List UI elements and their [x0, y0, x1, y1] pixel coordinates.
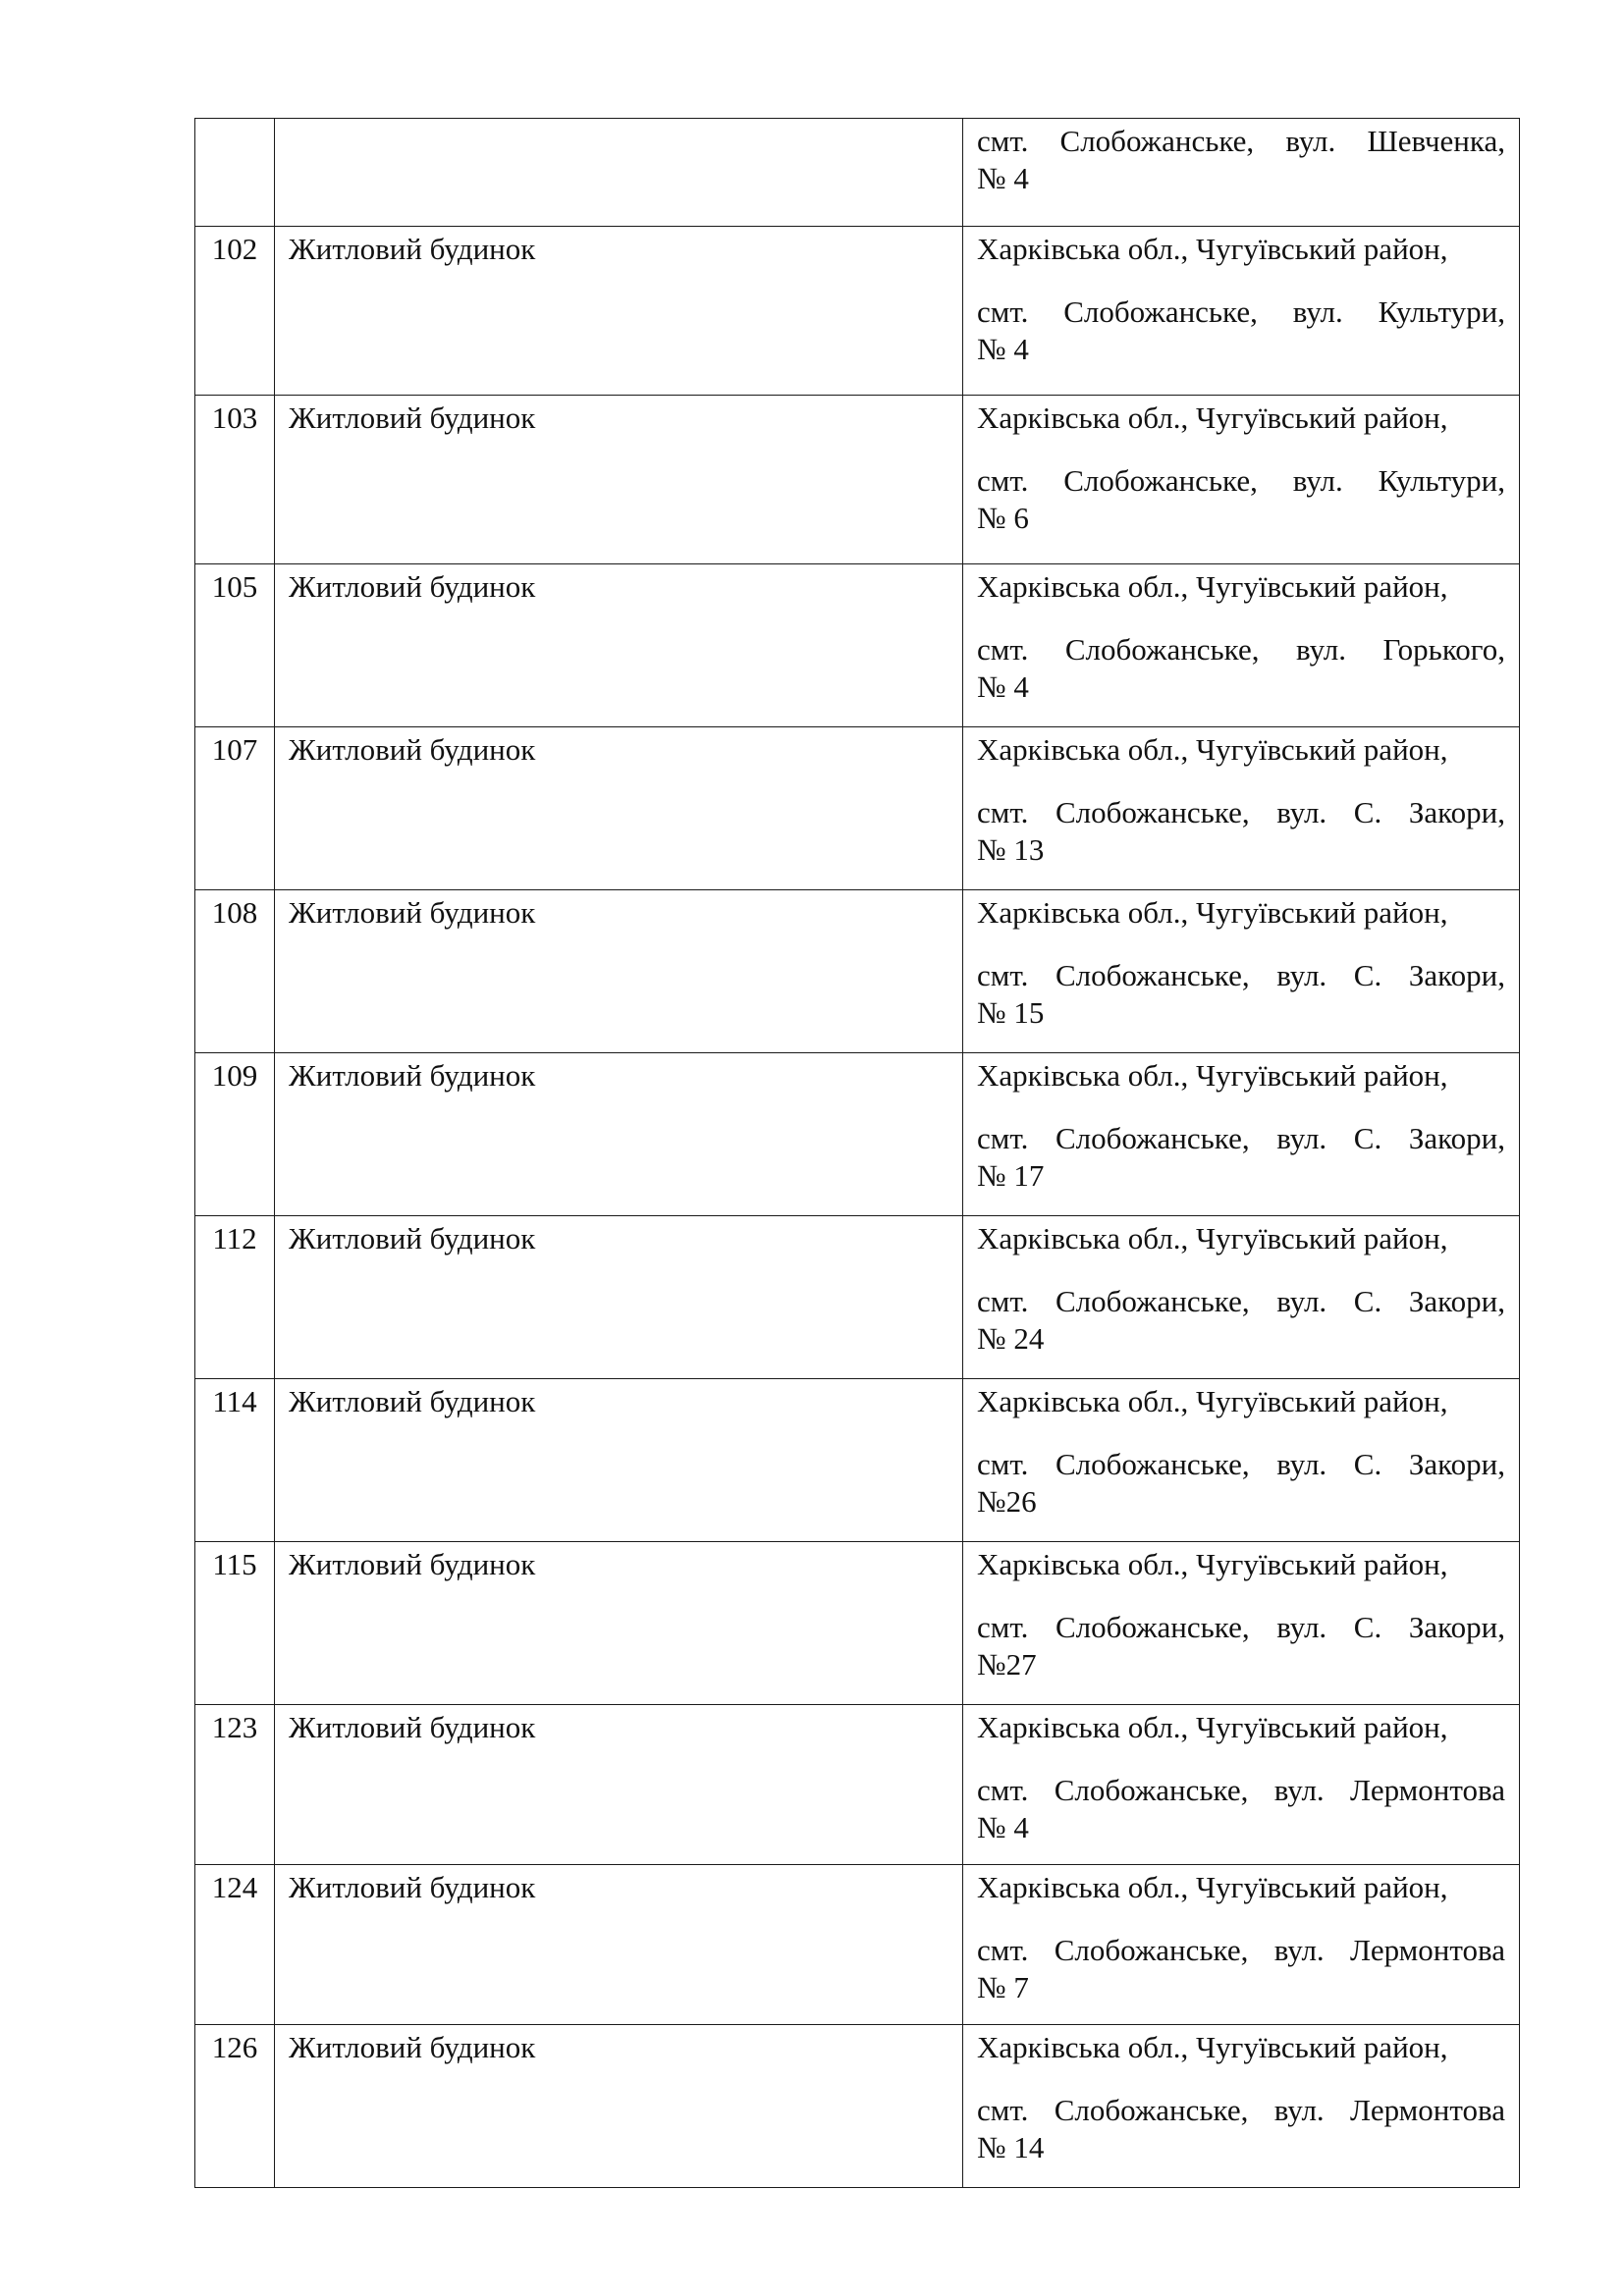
table-row — [195, 564, 1520, 727]
property-list-table — [194, 118, 1520, 2188]
address-street-line: смт. Слобожанське, вул. Лермонтова — [977, 1933, 1505, 1967]
table-row — [195, 1379, 1520, 1542]
address-street-line: смт. Слобожанське, вул. С. Закори, — [977, 1284, 1505, 1318]
address-region-line: Харківська обл., Чугуївський район, — [977, 1384, 1448, 1418]
row-number: 108 — [195, 890, 275, 1053]
address-street-line: смт. Слобожанське, вул. С. Закори, — [977, 1447, 1505, 1481]
address-street-line: смт. Слобожанське, вул. С. Закори, — [977, 1121, 1505, 1155]
address-region-line: Харківська обл., Чугуївський район, — [977, 1058, 1448, 1093]
address-house-line: № 7 — [977, 1970, 1029, 2004]
table-row — [195, 890, 1520, 1053]
table-row — [195, 1705, 1520, 1865]
table-row — [195, 227, 1520, 396]
address-street-line: смт. Слобожанське, вул. Лермонтова — [977, 2093, 1505, 2127]
row-number: 124 — [195, 1865, 275, 2025]
address-house-line: № 24 — [977, 1321, 1045, 1356]
address-cell — [963, 119, 1520, 227]
address-street-line: смт. Слобожанське, вул. Горького, — [977, 632, 1505, 667]
row-number: 102 — [195, 227, 275, 396]
address-region-line: Харківська обл., Чугуївський район, — [977, 232, 1448, 266]
row-number: 123 — [195, 1705, 275, 1865]
address-region-line: Харківська обл., Чугуївський район, — [977, 1547, 1448, 1581]
object-name: Житловий будинок — [275, 564, 963, 727]
address-cell — [963, 396, 1520, 564]
address-house-line: №26 — [977, 1484, 1037, 1519]
address-region-line: Харківська обл., Чугуївський район, — [977, 1221, 1448, 1255]
object-name: Житловий будинок — [275, 890, 963, 1053]
object-name: Житловий будинок — [275, 1542, 963, 1705]
row-number: 107 — [195, 727, 275, 890]
address-region-line: Харківська обл., Чугуївський район, — [977, 1710, 1448, 1744]
row-number: 115 — [195, 1542, 275, 1705]
table-body — [195, 119, 1520, 2188]
object-name: Житловий будинок — [275, 227, 963, 396]
address-house-line: № 4 — [977, 669, 1029, 704]
address-house-line: № 14 — [977, 2130, 1045, 2164]
address-house-line: № 4 — [977, 332, 1029, 366]
address-cell — [963, 1053, 1520, 1216]
table-row — [195, 727, 1520, 890]
object-name: Житловий будинок — [275, 2025, 963, 2188]
object-name: Житловий будинок — [275, 1865, 963, 2025]
row-number: 112 — [195, 1216, 275, 1379]
address-street-line: смт. Слобожанське, вул. Культури, — [977, 294, 1505, 329]
row-number: 103 — [195, 396, 275, 564]
row-number: 126 — [195, 2025, 275, 2188]
address-street-line: смт. Слобожанське, вул. Шевченка, — [977, 124, 1505, 158]
object-name: Житловий будинок — [275, 1053, 963, 1216]
address-region-line: Харківська обл., Чугуївський район, — [977, 569, 1448, 604]
address-cell — [963, 1705, 1520, 1865]
address-street-line: смт. Слобожанське, вул. С. Закори, — [977, 1610, 1505, 1644]
row-number: 114 — [195, 1379, 275, 1542]
address-region-line: Харківська обл., Чугуївський район, — [977, 1870, 1448, 1904]
address-house-line: № 6 — [977, 501, 1029, 535]
address-house-line: № 13 — [977, 832, 1045, 867]
address-house-line: №27 — [977, 1647, 1037, 1682]
address-street-line: смт. Слобожанське, вул. Культури, — [977, 463, 1505, 498]
address-cell — [963, 564, 1520, 727]
address-cell — [963, 1216, 1520, 1379]
object-name: Житловий будинок — [275, 396, 963, 564]
address-region-line: Харківська обл., Чугуївський район, — [977, 2030, 1448, 2064]
object-name: Житловий будинок — [275, 1705, 963, 1865]
row-number: 109 — [195, 1053, 275, 1216]
address-cell — [963, 2025, 1520, 2188]
address-cell — [963, 1379, 1520, 1542]
object-name: Житловий будинок — [275, 727, 963, 890]
address-cell — [963, 227, 1520, 396]
table-row — [195, 1865, 1520, 2025]
address-house-line: № 4 — [977, 161, 1029, 195]
object-name: Житловий будинок — [275, 1216, 963, 1379]
address-cell — [963, 1865, 1520, 2025]
table-row — [195, 2025, 1520, 2188]
table-row — [195, 396, 1520, 564]
row-number: 105 — [195, 564, 275, 727]
address-region-line: Харківська обл., Чугуївський район, — [977, 400, 1448, 435]
address-house-line: № 17 — [977, 1158, 1045, 1193]
table-row — [195, 1053, 1520, 1216]
row-number — [195, 119, 275, 227]
address-cell — [963, 1542, 1520, 1705]
table-row-continued — [195, 119, 1520, 227]
address-cell — [963, 890, 1520, 1053]
address-region-line: Харківська обл., Чугуївський район, — [977, 895, 1448, 930]
object-name — [275, 119, 963, 227]
table-row — [195, 1542, 1520, 1705]
address-cell — [963, 727, 1520, 890]
address-street-line: смт. Слобожанське, вул. С. Закори, — [977, 795, 1505, 829]
address-street-line: смт. Слобожанське, вул. Лермонтова — [977, 1773, 1505, 1807]
table-row — [195, 1216, 1520, 1379]
object-name: Житловий будинок — [275, 1379, 963, 1542]
address-house-line: № 4 — [977, 1810, 1029, 1844]
address-street-line: смт. Слобожанське, вул. С. Закори, — [977, 958, 1505, 992]
address-house-line: № 15 — [977, 995, 1045, 1030]
address-region-line: Харківська обл., Чугуївський район, — [977, 732, 1448, 767]
